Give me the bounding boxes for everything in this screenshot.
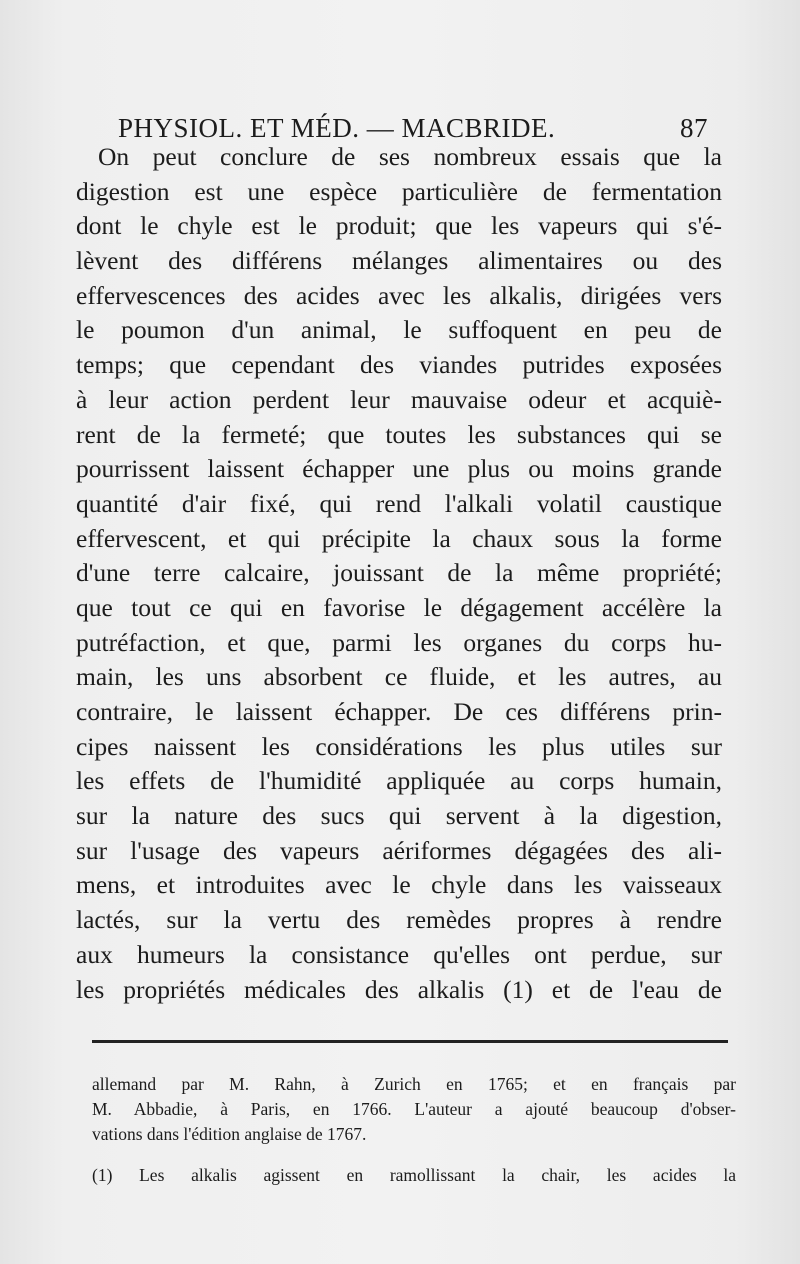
running-header xyxy=(118,100,708,144)
footnote-rule xyxy=(92,1040,728,1043)
text-line: effervescences des acides avec les alkalis, dirigées vers xyxy=(76,280,722,310)
text-line: le poumon d'un animal, le suffoquent en peu de xyxy=(76,315,722,345)
text-line: que tout ce qui en favorise le dégagement accélère la xyxy=(76,592,722,622)
text-line: quantité d'air fixé, qui rend l'alkali volatil caustique xyxy=(76,488,722,518)
text-line: contraire, le laissent échapper. De ces différens prin- xyxy=(76,697,722,726)
footnote-spacer xyxy=(92,1147,736,1163)
footnote-line: vations dans l'édition anglaise de 1767. xyxy=(92,1124,367,1144)
text-line: mens, et introduites avec le chyle dans les vaisseaux xyxy=(76,870,722,900)
text-line: d'une terre calcaire, jouissant de la même propriété; xyxy=(76,558,722,588)
footnote-line: allemand par M. Rahn, à Zurich en 1765; et en français par xyxy=(92,1074,736,1094)
text-line: lèvent des différens mélanges alimentaires ou des xyxy=(76,246,722,276)
text-line: lactés, sur la vertu des remèdes propres à rendre xyxy=(76,905,722,935)
page-number: 87 xyxy=(680,113,708,143)
text-line: sur la nature des sucs qui servent à la digestion, xyxy=(76,801,722,831)
text-line: main, les uns absorbent ce fluide, et les autres, au xyxy=(76,662,722,692)
text-line: effervescent, et qui précipite la chaux sous la forme xyxy=(76,523,722,553)
text-line: temps; que cependant des viandes putrides exposées xyxy=(76,350,722,380)
body-paragraph xyxy=(76,140,722,1007)
text-line: les effets de l'humidité appliquée au corps humain, xyxy=(76,766,722,796)
text-line: sur l'usage des vapeurs aériformes dégagées des ali- xyxy=(76,835,722,865)
text-line: On peut conclure de ses nombreux essais que la xyxy=(98,142,722,171)
text-line: aux humeurs la consistance qu'elles ont perdue, sur xyxy=(76,939,722,969)
text-line: putréfaction, et que, parmi les organes du corps hu- xyxy=(76,627,722,657)
footnote-1: (1) Les alkalis agissent en ramollissant la chair, les acides la xyxy=(92,1165,736,1185)
text-line: pourrissent laissent échapper une plus ou moins grande xyxy=(76,454,722,484)
text-line: dont le chyle est le produit; que les vapeurs qui s'é- xyxy=(76,211,722,241)
text-line: les propriétés médicales des alkalis (1) et de l'eau de xyxy=(76,974,722,1004)
text-line: digestion est une espèce particulière de fermentation xyxy=(76,176,722,206)
running-title: PHYSIOL. ET MÉD. — MACBRIDE. xyxy=(118,113,556,143)
text-line: rent de la fermeté; que toutes les substances qui se xyxy=(76,419,722,449)
footnote-line: M. Abbadie, à Paris, en 1766. L'auteur a ajouté beaucoup d'obser- xyxy=(92,1099,736,1119)
text-line: cipes naissent les considérations les plus utiles sur xyxy=(76,731,722,761)
footnotes xyxy=(92,1072,736,1188)
text-line: à leur action perdent leur mauvaise odeur et acquiè- xyxy=(76,384,722,414)
